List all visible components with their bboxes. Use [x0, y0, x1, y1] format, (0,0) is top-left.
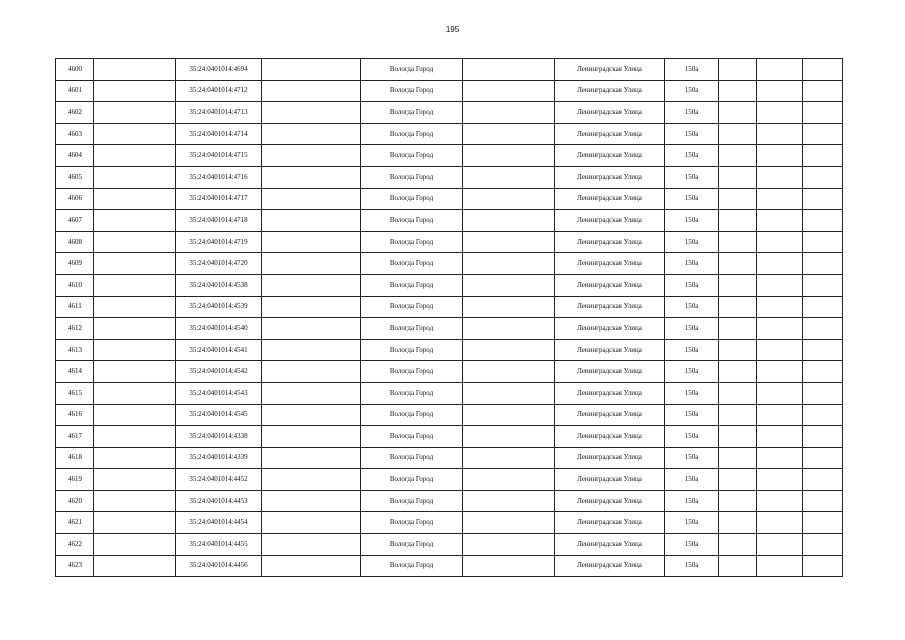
cell-city: Вологда Город — [361, 231, 463, 253]
cell-empty — [757, 123, 803, 145]
cell-empty — [463, 534, 555, 556]
table-row — [56, 339, 843, 361]
cell-empty — [719, 210, 757, 232]
cell-street: Ленинградская Улица — [555, 534, 665, 556]
cell-city: Вологда Город — [361, 447, 463, 469]
table-row — [56, 361, 843, 383]
cell-empty — [463, 447, 555, 469]
cell-empty — [463, 102, 555, 124]
cell-empty — [757, 188, 803, 210]
cell-empty — [262, 145, 361, 167]
cell-empty — [463, 361, 555, 383]
cell-cadastral-number: 35:24:0401014:4713 — [176, 102, 262, 124]
cell-empty — [262, 231, 361, 253]
cell-empty — [94, 512, 176, 534]
cell-empty — [803, 318, 843, 340]
cell-street: Ленинградская Улица — [555, 80, 665, 102]
cell-empty — [719, 490, 757, 512]
cell-empty — [463, 382, 555, 404]
cell-empty — [463, 59, 555, 81]
table-row — [56, 469, 843, 491]
cell-city: Вологда Город — [361, 534, 463, 556]
table-row — [56, 426, 843, 448]
cell-street: Ленинградская Улица — [555, 102, 665, 124]
cell-row-number: 4600 — [56, 59, 94, 81]
cell-empty — [719, 361, 757, 383]
cell-empty — [803, 145, 843, 167]
cell-empty — [463, 512, 555, 534]
cell-house-number: 150а — [665, 426, 719, 448]
cell-empty — [757, 80, 803, 102]
cell-house-number: 150а — [665, 318, 719, 340]
cell-empty — [803, 80, 843, 102]
cell-empty — [803, 123, 843, 145]
cell-empty — [803, 166, 843, 188]
cell-city: Вологда Город — [361, 555, 463, 577]
cell-empty — [463, 404, 555, 426]
cell-house-number: 150а — [665, 555, 719, 577]
cell-cadastral-number: 35:24:0401014:4545 — [176, 404, 262, 426]
cell-empty — [463, 80, 555, 102]
cell-cadastral-number: 35:24:0401014:4715 — [176, 145, 262, 167]
cell-empty — [719, 296, 757, 318]
cell-city: Вологда Город — [361, 361, 463, 383]
cell-empty — [719, 231, 757, 253]
cell-city: Вологда Город — [361, 339, 463, 361]
table-row — [56, 145, 843, 167]
cell-house-number: 150а — [665, 59, 719, 81]
cell-empty — [94, 296, 176, 318]
cell-empty — [803, 469, 843, 491]
cell-cadastral-number: 35:24:0401014:4338 — [176, 426, 262, 448]
cell-city: Вологда Город — [361, 274, 463, 296]
cell-empty — [803, 296, 843, 318]
cell-empty — [94, 80, 176, 102]
cell-row-number: 4602 — [56, 102, 94, 124]
cell-empty — [719, 404, 757, 426]
cell-cadastral-number: 35:24:0401014:4339 — [176, 447, 262, 469]
cell-city: Вологда Город — [361, 80, 463, 102]
cell-house-number: 150а — [665, 296, 719, 318]
cell-empty — [757, 404, 803, 426]
cell-empty — [94, 339, 176, 361]
cell-empty — [719, 80, 757, 102]
table-row — [56, 296, 843, 318]
cell-empty — [719, 382, 757, 404]
cell-city: Вологда Город — [361, 512, 463, 534]
table-row — [56, 123, 843, 145]
cell-cadastral-number: 35:24:0401014:4694 — [176, 59, 262, 81]
table-row — [56, 210, 843, 232]
cell-empty — [262, 80, 361, 102]
table-row — [56, 318, 843, 340]
registry-table — [55, 58, 843, 577]
table-row — [56, 80, 843, 102]
cell-house-number: 150а — [665, 123, 719, 145]
cell-empty — [94, 426, 176, 448]
cell-cadastral-number: 35:24:0401014:4543 — [176, 382, 262, 404]
cell-empty — [719, 145, 757, 167]
cell-empty — [463, 274, 555, 296]
cell-house-number: 150а — [665, 382, 719, 404]
cell-cadastral-number: 35:24:0401014:4538 — [176, 274, 262, 296]
cell-city: Вологда Город — [361, 490, 463, 512]
cell-empty — [803, 361, 843, 383]
cell-cadastral-number: 35:24:0401014:4539 — [176, 296, 262, 318]
cell-street: Ленинградская Улица — [555, 361, 665, 383]
cell-row-number: 4601 — [56, 80, 94, 102]
cell-house-number: 150а — [665, 253, 719, 275]
table-row — [56, 188, 843, 210]
cell-empty — [719, 339, 757, 361]
cell-street: Ленинградская Улица — [555, 145, 665, 167]
cell-empty — [94, 274, 176, 296]
cell-cadastral-number: 35:24:0401014:4454 — [176, 512, 262, 534]
cell-street: Ленинградская Улица — [555, 555, 665, 577]
table-row — [56, 447, 843, 469]
cell-street: Ленинградская Улица — [555, 490, 665, 512]
cell-empty — [94, 145, 176, 167]
cell-cadastral-number: 35:24:0401014:4712 — [176, 80, 262, 102]
cell-row-number: 4614 — [56, 361, 94, 383]
cell-cadastral-number: 35:24:0401014:4714 — [176, 123, 262, 145]
cell-house-number: 150а — [665, 339, 719, 361]
cell-empty — [803, 210, 843, 232]
cell-row-number: 4617 — [56, 426, 94, 448]
cell-house-number: 150а — [665, 231, 719, 253]
cell-empty — [463, 188, 555, 210]
cell-empty — [463, 210, 555, 232]
cell-street: Ленинградская Улица — [555, 123, 665, 145]
cell-empty — [719, 188, 757, 210]
cell-empty — [262, 426, 361, 448]
cell-empty — [757, 512, 803, 534]
cell-row-number: 4608 — [56, 231, 94, 253]
cell-empty — [719, 102, 757, 124]
cell-empty — [803, 555, 843, 577]
cell-cadastral-number: 35:24:0401014:4717 — [176, 188, 262, 210]
cell-empty — [262, 490, 361, 512]
cell-empty — [262, 339, 361, 361]
cell-cadastral-number: 35:24:0401014:4718 — [176, 210, 262, 232]
cell-street: Ленинградская Улица — [555, 469, 665, 491]
cell-street: Ленинградская Улица — [555, 404, 665, 426]
cell-row-number: 4603 — [56, 123, 94, 145]
cell-cadastral-number: 35:24:0401014:4455 — [176, 534, 262, 556]
cell-empty — [94, 59, 176, 81]
cell-empty — [803, 382, 843, 404]
cell-row-number: 4609 — [56, 253, 94, 275]
cell-empty — [803, 512, 843, 534]
cell-house-number: 150а — [665, 490, 719, 512]
cell-empty — [719, 253, 757, 275]
cell-cadastral-number: 35:24:0401014:4719 — [176, 231, 262, 253]
cell-row-number: 4621 — [56, 512, 94, 534]
cell-row-number: 4605 — [56, 166, 94, 188]
cell-empty — [757, 296, 803, 318]
cell-row-number: 4616 — [56, 404, 94, 426]
cell-cadastral-number: 35:24:0401014:4541 — [176, 339, 262, 361]
table-row — [56, 534, 843, 556]
cell-cadastral-number: 35:24:0401014:4716 — [176, 166, 262, 188]
cell-empty — [757, 534, 803, 556]
cell-city: Вологда Город — [361, 188, 463, 210]
cell-row-number: 4620 — [56, 490, 94, 512]
cell-row-number: 4623 — [56, 555, 94, 577]
cell-empty — [463, 145, 555, 167]
cell-empty — [262, 534, 361, 556]
cell-street: Ленинградская Улица — [555, 166, 665, 188]
cell-empty — [262, 555, 361, 577]
cell-empty — [94, 253, 176, 275]
cell-city: Вологда Город — [361, 253, 463, 275]
cell-empty — [803, 253, 843, 275]
table-row — [56, 274, 843, 296]
cell-empty — [803, 188, 843, 210]
cell-street: Ленинградская Улица — [555, 274, 665, 296]
cell-empty — [262, 253, 361, 275]
cell-row-number: 4604 — [56, 145, 94, 167]
table-row — [56, 404, 843, 426]
cell-city: Вологда Город — [361, 318, 463, 340]
cell-cadastral-number: 35:24:0401014:4720 — [176, 253, 262, 275]
cell-empty — [463, 490, 555, 512]
table-row — [56, 231, 843, 253]
cell-empty — [803, 231, 843, 253]
cell-empty — [94, 231, 176, 253]
cell-empty — [463, 426, 555, 448]
cell-empty — [94, 102, 176, 124]
cell-empty — [463, 555, 555, 577]
cell-house-number: 150а — [665, 188, 719, 210]
cell-empty — [262, 512, 361, 534]
cell-city: Вологда Город — [361, 382, 463, 404]
cell-house-number: 150а — [665, 166, 719, 188]
cell-cadastral-number: 35:24:0401014:4452 — [176, 469, 262, 491]
cell-empty — [803, 534, 843, 556]
table-row — [56, 166, 843, 188]
cell-empty — [262, 188, 361, 210]
cell-city: Вологда Город — [361, 404, 463, 426]
cell-empty — [463, 339, 555, 361]
cell-empty — [757, 59, 803, 81]
cell-empty — [463, 469, 555, 491]
cell-street: Ленинградская Улица — [555, 339, 665, 361]
cell-empty — [757, 166, 803, 188]
cell-house-number: 150а — [665, 469, 719, 491]
cell-street: Ленинградская Улица — [555, 447, 665, 469]
cell-empty — [803, 102, 843, 124]
cell-empty — [803, 426, 843, 448]
cell-street: Ленинградская Улица — [555, 253, 665, 275]
cell-empty — [463, 123, 555, 145]
cell-house-number: 150а — [665, 447, 719, 469]
cell-city: Вологда Город — [361, 210, 463, 232]
cell-empty — [463, 231, 555, 253]
cell-empty — [803, 274, 843, 296]
table-row — [56, 382, 843, 404]
table-row — [56, 102, 843, 124]
cell-street: Ленинградская Улица — [555, 231, 665, 253]
cell-street: Ленинградская Улица — [555, 512, 665, 534]
cell-city: Вологда Город — [361, 426, 463, 448]
cell-empty — [262, 318, 361, 340]
cell-empty — [262, 274, 361, 296]
cell-city: Вологда Город — [361, 469, 463, 491]
cell-street: Ленинградская Улица — [555, 296, 665, 318]
table-row — [56, 555, 843, 577]
table-row — [56, 512, 843, 534]
cell-empty — [262, 123, 361, 145]
cell-empty — [757, 210, 803, 232]
cell-empty — [463, 253, 555, 275]
cell-house-number: 150а — [665, 102, 719, 124]
cell-row-number: 4607 — [56, 210, 94, 232]
cell-empty — [463, 296, 555, 318]
cell-empty — [803, 404, 843, 426]
cell-cadastral-number: 35:24:0401014:4456 — [176, 555, 262, 577]
cell-house-number: 150а — [665, 512, 719, 534]
cell-house-number: 150а — [665, 210, 719, 232]
cell-empty — [719, 426, 757, 448]
cell-empty — [719, 512, 757, 534]
cell-empty — [262, 361, 361, 383]
cell-empty — [719, 318, 757, 340]
cell-empty — [94, 382, 176, 404]
cell-empty — [719, 274, 757, 296]
cell-empty — [262, 166, 361, 188]
cell-empty — [719, 534, 757, 556]
cell-empty — [757, 382, 803, 404]
cell-empty — [94, 361, 176, 383]
cell-row-number: 4611 — [56, 296, 94, 318]
cell-row-number: 4618 — [56, 447, 94, 469]
table-row — [56, 490, 843, 512]
cell-empty — [262, 382, 361, 404]
cell-empty — [94, 318, 176, 340]
cell-cadastral-number: 35:24:0401014:4453 — [176, 490, 262, 512]
cell-empty — [94, 447, 176, 469]
cell-row-number: 4606 — [56, 188, 94, 210]
cell-city: Вологда Город — [361, 59, 463, 81]
cell-row-number: 4610 — [56, 274, 94, 296]
cell-empty — [719, 447, 757, 469]
cell-house-number: 150а — [665, 145, 719, 167]
cell-empty — [94, 123, 176, 145]
cell-row-number: 4612 — [56, 318, 94, 340]
cell-empty — [262, 102, 361, 124]
cell-empty — [262, 404, 361, 426]
cell-empty — [463, 318, 555, 340]
cell-empty — [719, 59, 757, 81]
cell-empty — [719, 123, 757, 145]
cell-empty — [94, 210, 176, 232]
cell-empty — [757, 469, 803, 491]
cell-empty — [757, 361, 803, 383]
cell-street: Ленинградская Улица — [555, 188, 665, 210]
cell-empty — [757, 231, 803, 253]
cell-empty — [803, 59, 843, 81]
cell-row-number: 4615 — [56, 382, 94, 404]
cell-empty — [94, 404, 176, 426]
cell-city: Вологда Город — [361, 123, 463, 145]
cell-row-number: 4622 — [56, 534, 94, 556]
cell-street: Ленинградская Улица — [555, 59, 665, 81]
cell-empty — [757, 339, 803, 361]
cell-empty — [262, 210, 361, 232]
cell-empty — [262, 469, 361, 491]
cell-cadastral-number: 35:24:0401014:4542 — [176, 361, 262, 383]
cell-empty — [94, 534, 176, 556]
cell-empty — [94, 188, 176, 210]
cell-empty — [719, 555, 757, 577]
cell-house-number: 150а — [665, 404, 719, 426]
cell-empty — [757, 447, 803, 469]
table-row — [56, 59, 843, 81]
cell-empty — [719, 469, 757, 491]
cell-city: Вологда Город — [361, 166, 463, 188]
cell-house-number: 150а — [665, 534, 719, 556]
cell-cadastral-number: 35:24:0401014:4540 — [176, 318, 262, 340]
cell-empty — [803, 339, 843, 361]
cell-empty — [262, 296, 361, 318]
cell-street: Ленинградская Улица — [555, 318, 665, 340]
cell-empty — [94, 555, 176, 577]
cell-empty — [757, 426, 803, 448]
cell-empty — [262, 59, 361, 81]
cell-empty — [94, 490, 176, 512]
cell-empty — [757, 318, 803, 340]
table-row — [56, 253, 843, 275]
cell-empty — [262, 447, 361, 469]
cell-city: Вологда Город — [361, 102, 463, 124]
cell-house-number: 150а — [665, 274, 719, 296]
cell-row-number: 4619 — [56, 469, 94, 491]
cell-street: Ленинградская Улица — [555, 426, 665, 448]
cell-city: Вологда Город — [361, 145, 463, 167]
cell-empty — [803, 447, 843, 469]
cell-empty — [94, 469, 176, 491]
cell-empty — [757, 490, 803, 512]
cell-empty — [94, 166, 176, 188]
cell-empty — [757, 253, 803, 275]
cell-street: Ленинградская Улица — [555, 210, 665, 232]
cell-house-number: 150а — [665, 80, 719, 102]
cell-empty — [757, 102, 803, 124]
cell-empty — [757, 555, 803, 577]
cell-street: Ленинградская Улица — [555, 382, 665, 404]
cell-empty — [719, 166, 757, 188]
cell-empty — [463, 166, 555, 188]
cell-empty — [757, 145, 803, 167]
cell-city: Вологда Город — [361, 296, 463, 318]
cell-house-number: 150а — [665, 361, 719, 383]
cell-row-number: 4613 — [56, 339, 94, 361]
cell-empty — [803, 490, 843, 512]
cell-empty — [757, 274, 803, 296]
page-number: 195 — [445, 25, 460, 34]
registry-table-body — [56, 59, 843, 577]
